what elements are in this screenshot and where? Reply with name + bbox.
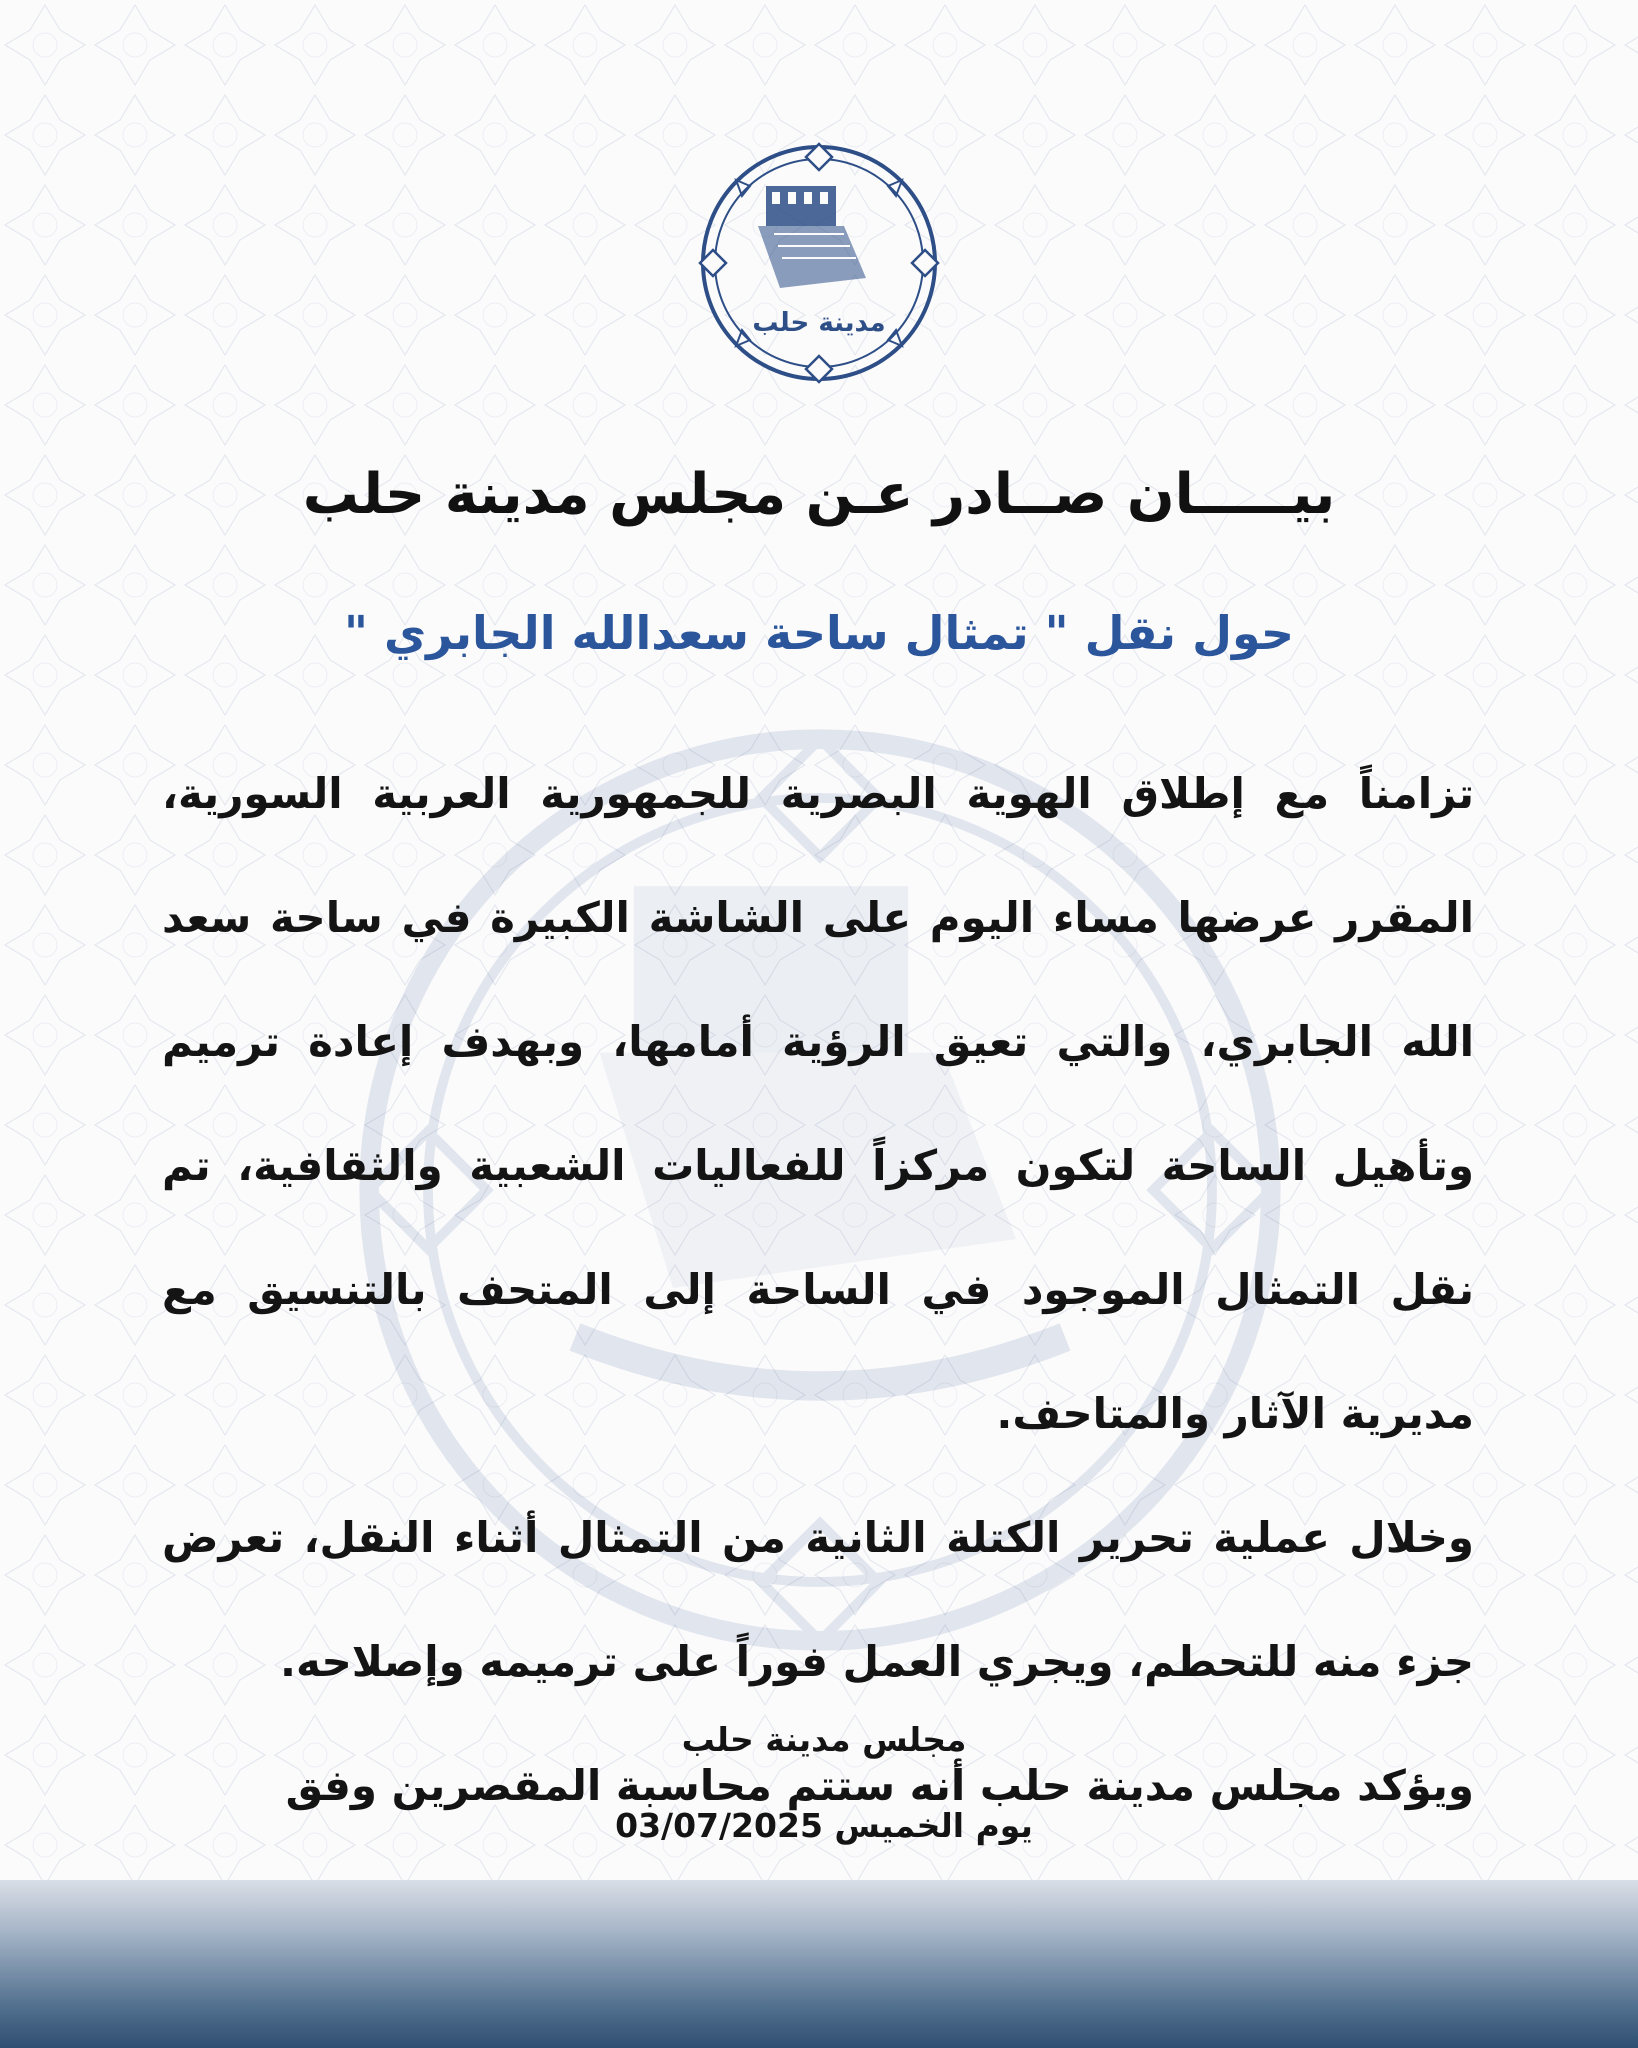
statement-subtitle: حول نقل " تمثال ساحة سعدالله الجابري " (343, 606, 1294, 660)
date-line: يوم الخميس 03/07/2025 (615, 1806, 1033, 1845)
logo-text: مدينة حلب (752, 308, 886, 338)
statement-body (162, 732, 1474, 1972)
body-paragraph-3: ويؤكد مجلس مدينة حلب أنه ستتم محاسبة المقصرين وفق (285, 1761, 1474, 1810)
body-paragraph-1: تزامناً مع إطلاق الهوية البصرية للجمهورية العربية السورية، المقرر عرضها مساء اليوم على الشاشة الكبيرة في ساحة سعد الله الجابري، والتي تعيق الرؤية أمامها، وبهدف إعادة ترميم وتأهيل الساحة لتكون مركزاً للفعاليات الشعبية والثقافية، تم نقل التمثال الموجود في الساحة إلى المتحف بالتنسيق مع مديرية الآثار والمتاحف. (162, 769, 1474, 1438)
citadel-seal-icon (694, 138, 944, 388)
signature: مجلس مدينة حلب (681, 1720, 967, 1759)
footer-band (0, 1880, 1638, 2048)
body-paragraph-2: وخلال عملية تحرير الكتلة الثانية من التمثال أثناء النقل، تعرض جزء منه للتحطم، ويجري العمل فوراً على ترميمه وإصلاحه. (162, 1513, 1474, 1686)
city-logo (694, 138, 944, 388)
statement-title: بيـــــان صــادر عـن مجلس مدينة حلب (302, 462, 1336, 527)
